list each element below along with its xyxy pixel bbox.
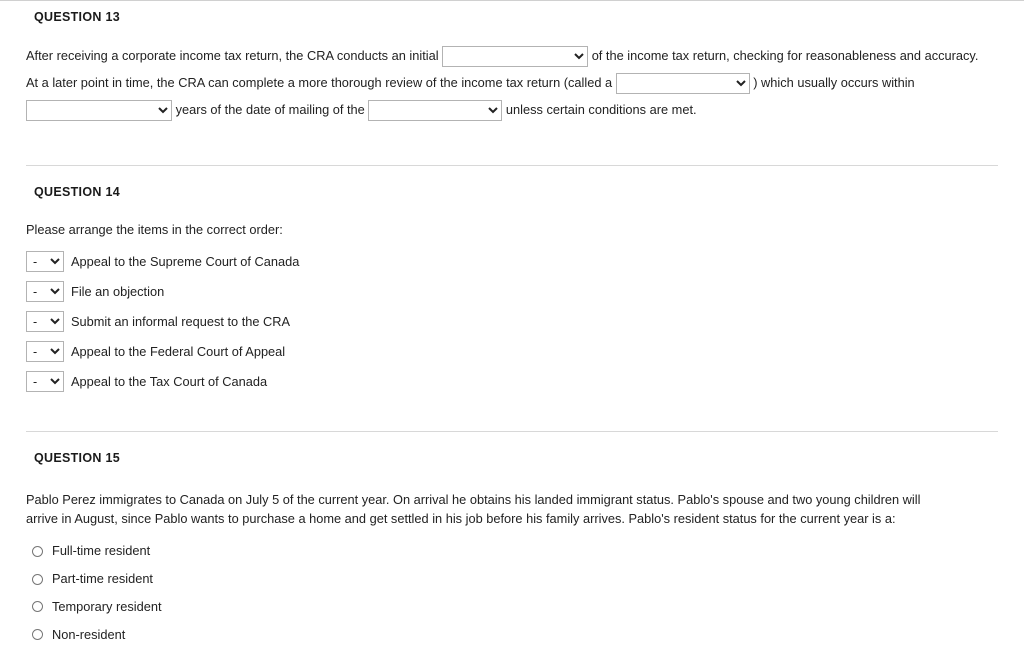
q14-item-label-1: Appeal to the Supreme Court of Canada: [71, 253, 300, 269]
radio-label-non-resident: Non-resident: [52, 626, 126, 642]
question-13-block: [0, 1, 1024, 121]
question-13-line-2: [26, 73, 998, 94]
question-15-text: Pablo Perez immigrates to Canada on July 5 of the current year. On arrival he obtains his landed immigrant status. Pablo's spouse and two young children will arrive in August, since Pablo wants to purchase a home and get settled in his job before his family arrives. Pablo's resident status for the current year is a:: [26, 492, 921, 526]
question-14-prompt: Please arrange the items in the correct order:: [26, 222, 283, 238]
list-item: [26, 251, 998, 272]
q13-dropdown-thorough-review[interactable]: [616, 73, 750, 94]
spacer-q15-choices: [26, 528, 998, 541]
q13-line1-suffix: of the income tax return, checking for reasonableness and accuracy.: [591, 48, 979, 63]
q14-item-label-2: File an objection: [71, 283, 165, 299]
list-item: [26, 341, 998, 362]
list-item: [26, 311, 998, 332]
q13-line2-prefix: At a later point in time, the CRA can complete a more thorough review of the income tax return (called a: [26, 75, 613, 91]
q14-item-label-3: Submit an informal request to the CRA: [71, 313, 291, 329]
list-item: [26, 371, 998, 392]
question-14-header: QUESTION 14: [34, 185, 120, 200]
spacer-after-q13: [0, 121, 1024, 165]
radio-label-temporary-resident: Temporary resident: [52, 598, 162, 614]
question-15-block: [0, 432, 1024, 644]
question-15-header: QUESTION 15: [34, 451, 120, 466]
radio-button-icon[interactable]: [32, 601, 43, 612]
question-13-body: [26, 46, 998, 121]
radio-option-part-time-resident[interactable]: [26, 569, 998, 589]
q14-item-label-5: Appeal to the Tax Court of Canada: [71, 373, 268, 389]
spacer-after-q14: [0, 401, 1024, 431]
radio-label-full-time-resident: Full-time resident: [52, 543, 151, 559]
list-item: [26, 281, 998, 302]
question-13-line-3: [26, 100, 998, 121]
q14-order-select-2[interactable]: [26, 281, 64, 302]
radio-button-icon[interactable]: [32, 574, 43, 585]
q14-item-label-4: Appeal to the Federal Court of Appeal: [71, 343, 286, 359]
question-14-block: [0, 166, 1024, 392]
radio-option-full-time-resident[interactable]: [26, 541, 998, 561]
radio-label-part-time-resident: Part-time resident: [52, 571, 153, 587]
q13-dropdown-years[interactable]: [26, 100, 172, 121]
radio-option-non-resident[interactable]: [26, 625, 998, 645]
q14-order-select-5[interactable]: [26, 371, 64, 392]
question-13-header: QUESTION 13: [34, 10, 120, 24]
radio-button-icon[interactable]: [32, 546, 43, 557]
question-13-line-1: [26, 46, 998, 67]
q13-line1-prefix: After receiving a corporate income tax return, the CRA conducts an initial: [26, 48, 439, 63]
q14-order-select-3[interactable]: [26, 311, 64, 332]
question-14-order-list: [26, 251, 998, 392]
q13-dropdown-notice-type[interactable]: [368, 100, 502, 121]
q13-line3-middle: years of the date of mailing of the: [175, 102, 365, 118]
q14-order-select-4[interactable]: [26, 341, 64, 362]
q14-order-select-1[interactable]: [26, 251, 64, 272]
question-15-body: [26, 491, 998, 644]
question-14-body: [26, 220, 998, 392]
q13-dropdown-initial-review[interactable]: [442, 46, 588, 67]
q13-line2-suffix: ) which usually occurs within: [753, 75, 915, 91]
radio-option-temporary-resident[interactable]: [26, 597, 998, 617]
q13-line3-suffix: unless certain conditions are met.: [505, 102, 697, 118]
